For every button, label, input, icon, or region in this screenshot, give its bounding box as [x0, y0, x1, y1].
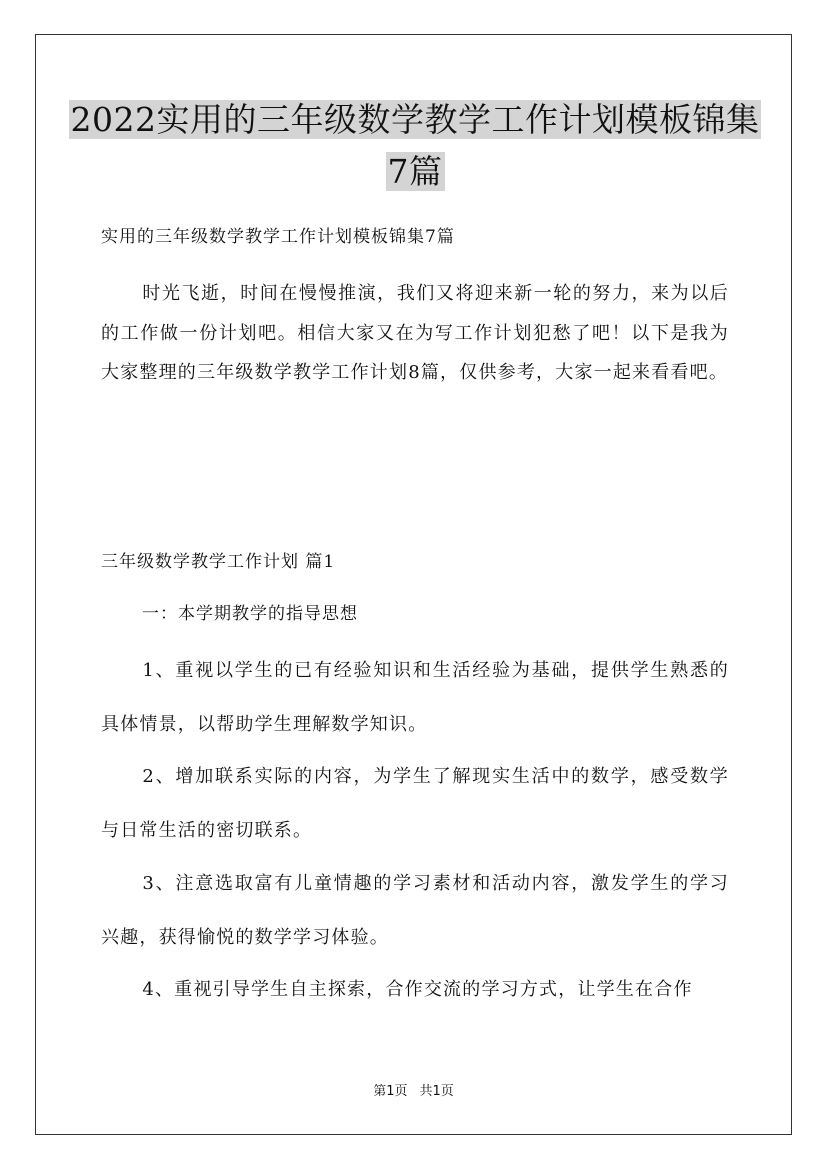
list-item: 4、重视引导学生自主探索，合作交流的学习方式，让学生在合作 [142, 979, 693, 1000]
list-item: 3、注意选取富有儿童情趣的学习素材和活动内容，激发学生的学习兴趣，获得愉悦的数学学习体验。 [101, 873, 729, 948]
page-number-total: 共1页 [419, 1084, 454, 1099]
page-number-current: 第1页 [373, 1084, 408, 1099]
section-heading: 三年级数学教学工作计划 篇1 [101, 552, 336, 572]
page-footer [0, 1082, 827, 1102]
sub-heading: 一：本学期教学的指导思想 [142, 604, 358, 624]
list-item: 2、增加联系实际的内容，为学生了解现实生活中的数学，感受数学与日常生活的密切联系。 [101, 766, 729, 841]
document-subtitle: 实用的三年级数学教学工作计划模板锦集7篇 [101, 227, 455, 247]
title-line-2: 7篇 [387, 152, 443, 191]
document-title [60, 94, 770, 198]
intro-paragraph: 时光飞逝，时间在慢慢推演，我们又将迎来新一轮的努力，来为以后的工作做一份计划吧。相信大家又在为写工作计划犯愁了吧！以下是我为大家整理的三年级数学教学工作计划8篇，仅供参考，大家一起来看看吧。 [101, 283, 729, 383]
list-item: 1、重视以学生的已有经验知识和生活经验为基础，提供学生熟悉的具体情景，以帮助学生理解数学知识。 [101, 660, 729, 735]
title-line-1: 2022实用的三年级数学教学工作计划模板锦集 [70, 100, 760, 139]
